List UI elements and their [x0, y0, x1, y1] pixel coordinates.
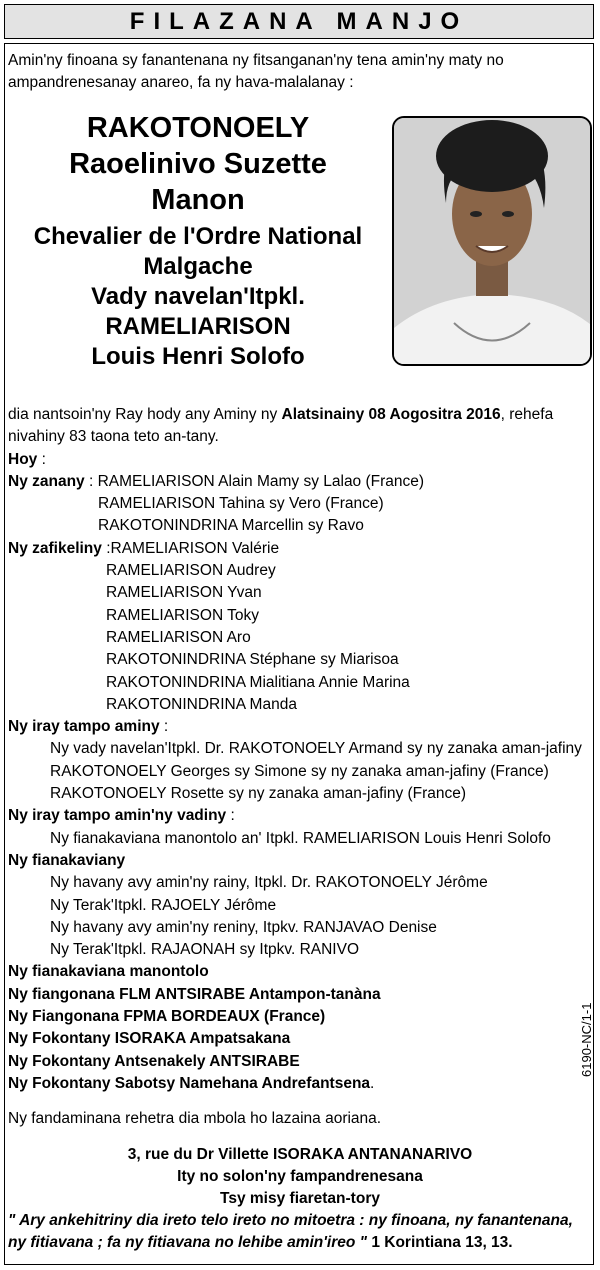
address-line: 3, rue du Dr Villette ISORAKA ANTANANARIVO: [127, 1146, 473, 1163]
notice-body: [8, 404, 592, 1131]
fianakaviany-heading: Ny fianakaviany: [8, 851, 126, 869]
zanany-heading: Ny zanany : RAMELIARISON Alain Mamy sy Lalao (France): [8, 472, 425, 490]
funeral-note: Ny fandaminana rehetra dia mbola ho lazaina aoriana.: [8, 1110, 382, 1128]
list-item: Ny vady navelan'Itpkl. Dr. RAKOTONOELY Armand sy ny zanaka aman-jafiny: [50, 740, 582, 758]
tampo-vadiny-heading: Ny iray tampo amin'ny vadiny :: [8, 807, 235, 825]
spouse-line-2: Louis Henri Solofo: [91, 343, 305, 370]
deceased-surname: RAKOTONOELY: [86, 112, 310, 144]
group-line: Ny Fiangonana FPMA BORDEAUX (France): [8, 1008, 326, 1026]
list-item: RAMELIARISON Yvan: [106, 584, 262, 602]
bible-reference: 1 Korintiana 13, 13.: [367, 1234, 513, 1251]
zafikeliny-heading: Ny zafikeliny :RAMELIARISON Valérie: [8, 539, 280, 557]
list-item: Ny havany avy amin'ny rainy, Itpkl. Dr. RAKOTONOELY Jérôme: [50, 874, 488, 892]
spouse-line-1: Vady navelan'Itpkl. RAMELIARISON: [91, 283, 305, 340]
list-item: RAKOTONINDRINA Manda: [106, 695, 297, 713]
group-line: Ny Fokontany Sabotsy Namehana Andrefantsena.: [8, 1074, 375, 1092]
list-item: RAKOTONINDRINA Mialitiana Annie Marina: [106, 673, 410, 691]
tampo-aminy-heading: Ny iray tampo aminy :: [8, 718, 169, 736]
list-item: RAKOTONOELY Georges sy Simone sy ny zanaka aman-jafiny (France): [50, 762, 549, 780]
bible-quote: " Ary ankehitriny dia ireto telo ireto no mitoetra : ny finoana, ny fanantenana, ny fitiavana ; fa ny fitiavana no lehibe amin'ireo " 1 Korintiana 13, 13.: [8, 1212, 573, 1251]
group-line: Ny fiangonana FLM ANTSIRABE Antampon-tanàna: [8, 985, 381, 1003]
intro-text: Amin'ny finoana sy fanantenana ny fitsanganan'ny tena amin'ny maty no ampandrenesanay anareo, fa ny hava-malalanay :: [8, 52, 504, 91]
list-item: RAKOTONINDRINA Marcellin sy Ravo: [98, 517, 364, 535]
group-line: Ny Fokontany ISORAKA Ampatsakana: [8, 1030, 291, 1048]
death-announcement: dia nantsoin'ny Ray hody any Aminy ny Alatsinainy 08 Aogositra 2016, rehefa nivahiny 83 taona teto an-tany.: [8, 406, 554, 446]
list-item: RAKOTONINDRINA Stéphane sy Miarisoa: [106, 651, 399, 669]
list-item: RAMELIARISON Aro: [106, 628, 251, 646]
list-item: RAMELIARISON Audrey: [106, 562, 276, 580]
death-date: Alatsinainy 08 Aogositra 2016: [281, 406, 501, 423]
hoy-line: Hoy :: [8, 450, 46, 468]
group-line: Ny Fokontany Antsenakely ANTSIRABE: [8, 1052, 300, 1070]
list-item: Ny havany avy amin'ny reniny, Itpkv. RANJAVAO Denise: [50, 918, 437, 936]
notice-line: Ity no solon'ny fampandrenesana: [177, 1168, 423, 1185]
list-item: RAMELIARISON Tahina sy Vero (France): [98, 495, 384, 513]
list-item: RAMELIARISON Toky: [106, 606, 260, 624]
honor-title-2: Malgache: [143, 253, 253, 280]
deceased-given-name-2: Manon: [151, 184, 245, 216]
deceased-given-name-1: Raoelinivo Suzette: [69, 148, 327, 180]
honor-title-1: Chevalier de l'Ordre National: [33, 223, 363, 250]
page-header: FILAZANA MANJO: [4, 4, 594, 39]
list-item: Ny Terak'Itpkl. RAJOELY Jérôme: [50, 896, 277, 914]
group-line: Ny fianakaviana manontolo: [8, 963, 209, 981]
list-item: RAKOTONOELY Rosette sy ny zanaka aman-jafiny (France): [50, 785, 467, 803]
deceased-names: [8, 110, 388, 372]
footer-address: [8, 1144, 592, 1210]
list-item: Ny Terak'Itpkl. RAJAONAH sy Itpkv. RANIVO: [50, 941, 360, 959]
deceased-portrait: [392, 116, 592, 366]
notice-line: Tsy misy fiaretan-tory: [220, 1190, 380, 1207]
ad-code: 6190-NC/1-1: [579, 1002, 594, 1077]
list-item: Ny fianakaviana manontolo an' Itpkl. RAMELIARISON Louis Henri Solofo: [50, 829, 551, 847]
